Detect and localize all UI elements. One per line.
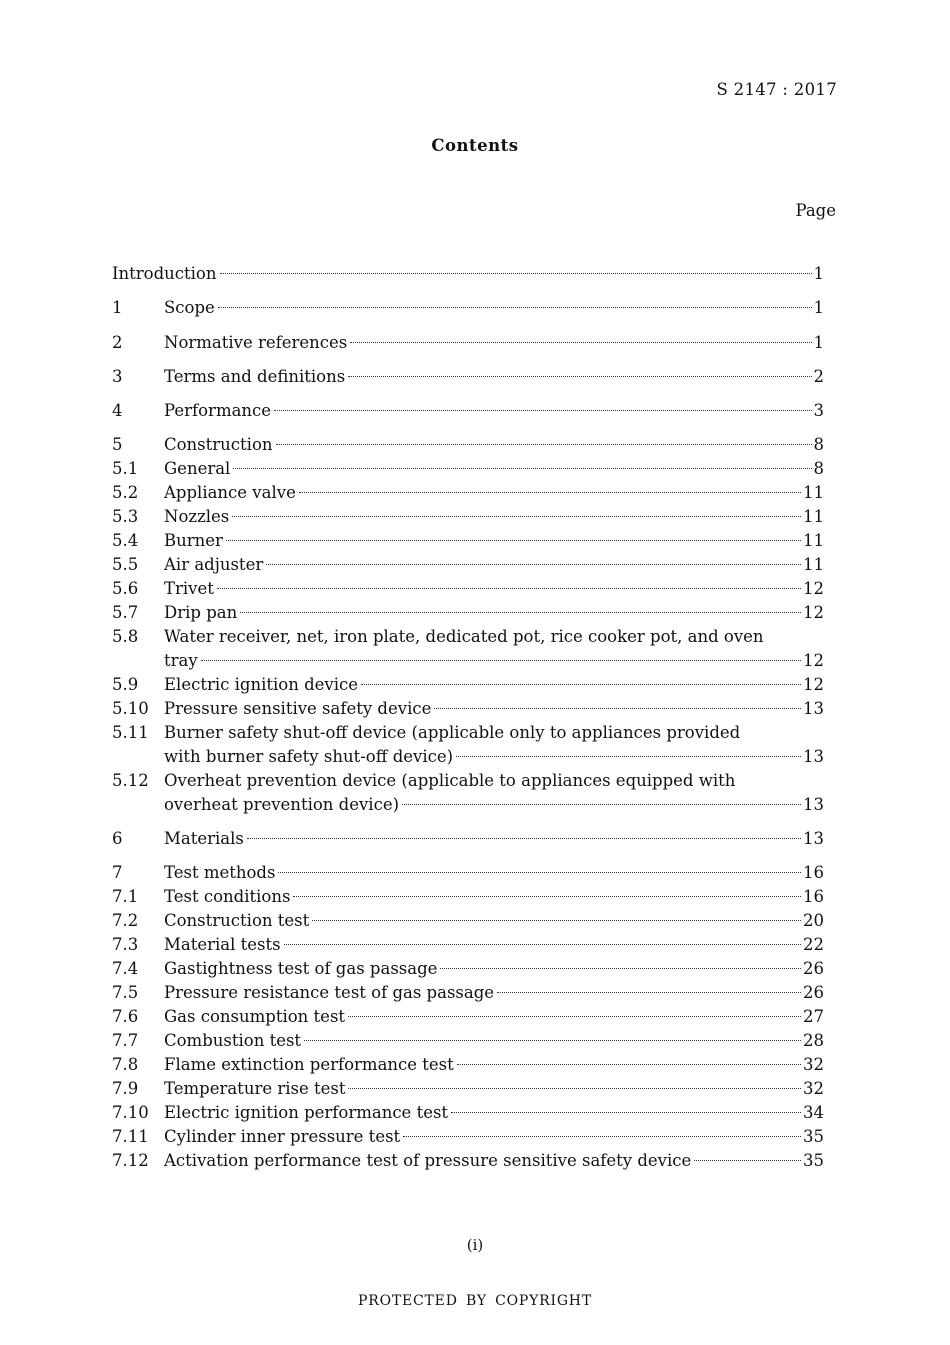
toc-entry[interactable] [112,553,824,577]
toc-entry-title: Performance [164,401,272,420]
toc-entry[interactable] [112,296,824,320]
toc-entry[interactable] [112,769,824,793]
toc-entry[interactable] [112,673,824,697]
toc-entry-title: Gastightness test of gas passage [164,959,438,978]
toc-entry[interactable] [112,331,824,355]
standard-number: S 2147 : 2017 [716,80,837,99]
toc-entry-page: 16 [803,863,824,882]
toc-entry[interactable] [112,457,824,481]
dot-leader [451,1112,801,1113]
toc-entry[interactable] [112,399,824,423]
toc-entry-title: Trivet [164,579,214,598]
toc-entry-page: 13 [803,699,824,718]
dot-leader [350,342,811,343]
toc-entry-title: Nozzles [164,507,230,526]
toc-entry-title: Water receiver, net, iron plate, dedicated pot, rice cooker pot, and oven [164,627,764,646]
toc-entry-page: 28 [803,1031,824,1050]
indent-spacer [112,793,164,817]
toc-entry-number: 7.6 [112,1007,139,1026]
toc-entry-title: Flame extinction performance test [164,1055,454,1074]
toc-entry-number: 5.3 [112,507,139,526]
toc-entry-number: 7.11 [112,1127,149,1146]
toc-entry[interactable] [112,365,824,389]
toc-entry-title-continued: overheat prevention device) [164,795,400,814]
toc-entry-title: Normative references [164,333,348,352]
toc-entry-page: 11 [803,555,824,574]
dot-leader [457,1064,801,1065]
toc-entry-page: 20 [803,911,824,930]
dot-leader [694,1160,801,1161]
indent-spacer [112,649,164,673]
dot-leader [361,684,801,685]
dot-leader [276,444,812,445]
toc-entry[interactable] [112,697,824,721]
toc-entry-title: Pressure resistance test of gas passage [164,983,495,1002]
dot-leader [240,612,801,613]
dot-leader [312,920,801,921]
toc-entry-number: 5.8 [112,627,139,646]
toc-entry[interactable] [112,909,824,933]
toc-entry-title: Electric ignition device [164,675,358,694]
toc-entry[interactable] [112,1149,824,1173]
toc-entry[interactable] [112,262,824,286]
toc-entry-number: 7.7 [112,1031,139,1050]
toc-entry-page: 12 [803,603,824,622]
toc-entry-page: 8 [813,435,824,454]
toc-entry[interactable] [112,1077,824,1101]
toc-entry[interactable] [112,529,824,553]
toc-entry-continuation[interactable] [112,649,824,673]
toc-entry-number: 5.5 [112,555,139,574]
dot-leader [348,1016,801,1017]
dot-leader [201,660,801,661]
toc-entry-title: Terms and definitions [164,367,346,386]
toc-entry-page: 26 [803,983,824,1002]
dot-leader [348,376,811,377]
toc-entry-title: Burner safety shut-off device (applicable only to appliances provided [164,723,741,742]
toc-entry-title: Appliance valve [164,483,296,502]
toc-entry-page: 1 [813,333,824,352]
toc-entry-number: 5.6 [112,579,139,598]
toc-entry[interactable] [112,1029,824,1053]
toc-entry-page: 32 [803,1055,824,1074]
dot-leader [278,872,801,873]
toc-entry-page: 11 [803,507,824,526]
toc-entry-title: Pressure sensitive safety device [164,699,432,718]
toc-entry-page: 2 [813,367,824,386]
toc-entry-page: 32 [803,1079,824,1098]
dot-leader [440,968,801,969]
toc-entry-number: 4 [112,401,123,420]
toc-entry[interactable] [112,577,824,601]
dot-leader [220,273,812,274]
toc-entry-number: 7.1 [112,887,139,906]
dot-leader [266,564,801,565]
toc-entry-title: Burner [164,531,223,550]
toc-entry[interactable] [112,827,824,851]
toc-entry-title: Test conditions [164,887,291,906]
dot-leader [232,516,801,517]
toc-entry-number: 7.12 [112,1151,149,1170]
toc-entry-number: 7.4 [112,959,139,978]
toc-entry-title: Combustion test [164,1031,302,1050]
dot-leader [434,708,801,709]
dot-leader [233,468,811,469]
page-title: Contents [431,136,519,155]
toc-entry-title: Temperature rise test [164,1079,346,1098]
toc-entry[interactable] [112,885,824,909]
toc-entry-title: Overheat prevention device (applicable to appliances equipped with [164,771,736,790]
toc-entry-number: 7 [112,863,123,882]
toc-entry-number: 5.10 [112,699,149,718]
toc-entry-number: 7.8 [112,1055,139,1074]
dot-leader [402,804,801,805]
toc-entry-page: 1 [813,264,824,283]
toc-entry[interactable] [112,1053,824,1077]
toc-entry-title: Air adjuster [164,555,264,574]
dot-leader [304,1040,801,1041]
dot-leader [247,838,801,839]
toc-entry-title-continued: tray [164,651,198,670]
toc-entry[interactable] [112,981,824,1005]
dot-leader [217,588,801,589]
indent-spacer [112,745,164,769]
toc-entry-title: Test methods [164,863,276,882]
toc-entry[interactable] [112,1101,824,1125]
toc-entry[interactable] [112,957,824,981]
toc-entry-title: Construction [164,435,273,454]
toc-entry-number: 5.1 [112,459,139,478]
toc-entry-title: Drip pan [164,603,238,622]
dot-leader [497,992,801,993]
dot-leader [293,896,801,897]
toc-entry-page: 13 [803,747,824,766]
toc-entry-number: 5.11 [112,723,149,742]
toc-entry-number: 7.2 [112,911,139,930]
toc-entry[interactable] [112,933,824,957]
dot-leader [226,540,801,541]
toc-entry-number: 5.7 [112,603,139,622]
toc-entry-page: 12 [803,579,824,598]
toc-entry-page: 1 [813,298,824,317]
toc-entry[interactable] [112,1005,824,1029]
toc-entry-number: 5.12 [112,771,149,790]
toc-entry-number: 2 [112,333,123,352]
toc-entry[interactable] [112,721,824,745]
toc-entry-page: 16 [803,887,824,906]
toc-entry-page: 8 [813,459,824,478]
toc-entry-page: 27 [803,1007,824,1026]
page-column-label: Page [795,201,836,220]
toc-entry-continuation[interactable] [112,745,824,769]
toc-entry-page: 11 [803,531,824,550]
toc-entry-page: 26 [803,959,824,978]
toc-entry-page: 22 [803,935,824,954]
dot-leader [274,410,811,411]
toc-entry-title: Materials [164,829,244,848]
dot-leader [284,944,801,945]
toc-entry-page: 34 [803,1103,824,1122]
toc-entry[interactable] [112,625,824,649]
toc-entry-title-continued: with burner safety shut-off device) [164,747,454,766]
toc-entry[interactable] [112,505,824,529]
toc-entry-number: 7.9 [112,1079,139,1098]
toc-entry-number: 6 [112,829,123,848]
dot-leader [218,307,812,308]
toc-entry[interactable] [112,601,824,625]
toc-entry-title: Construction test [164,911,310,930]
toc-entry-page: 3 [813,401,824,420]
copyright-footer: PROTECTED BY COPYRIGHT [358,1293,592,1309]
toc-entry-title: General [164,459,231,478]
dot-leader [456,756,801,757]
toc-entry-number: 5 [112,435,123,454]
dot-leader [403,1136,801,1137]
toc-entry-number: 7.3 [112,935,139,954]
toc-entry-continuation[interactable] [112,793,824,817]
toc-entry-number: 5.2 [112,483,139,502]
toc-entry[interactable] [112,1125,824,1149]
toc-entry-page: 11 [803,483,824,502]
toc-entry-title: Gas consumption test [164,1007,346,1026]
toc-entry-number: 5.4 [112,531,139,550]
page-folio: (i) [466,1236,484,1254]
toc-entry-title: Activation performance test of pressure sensitive safety device [164,1151,692,1170]
toc-entry-page: 12 [803,651,824,670]
toc-entry-page: 12 [803,675,824,694]
toc-entry-number: 7.10 [112,1103,149,1122]
toc-entry-page: 35 [803,1151,824,1170]
toc-entry-page: 13 [803,795,824,814]
toc-entry[interactable] [112,433,824,457]
toc-entry[interactable] [112,861,824,885]
toc-entry-title: Introduction [112,264,217,283]
toc-entry-title: Cylinder inner pressure test [164,1127,401,1146]
dot-leader [299,492,801,493]
toc-entry-page: 35 [803,1127,824,1146]
toc-entry-title: Material tests [164,935,281,954]
toc-entry-number: 1 [112,298,123,317]
dot-leader [348,1088,801,1089]
toc-entry-number: 7.5 [112,983,139,1002]
toc-entry-number: 3 [112,367,123,386]
toc-entry-title: Scope [164,298,215,317]
toc-entry-number: 5.9 [112,675,139,694]
toc-entry-title: Electric ignition performance test [164,1103,449,1122]
toc-entry-page: 13 [803,829,824,848]
toc-entry[interactable] [112,481,824,505]
